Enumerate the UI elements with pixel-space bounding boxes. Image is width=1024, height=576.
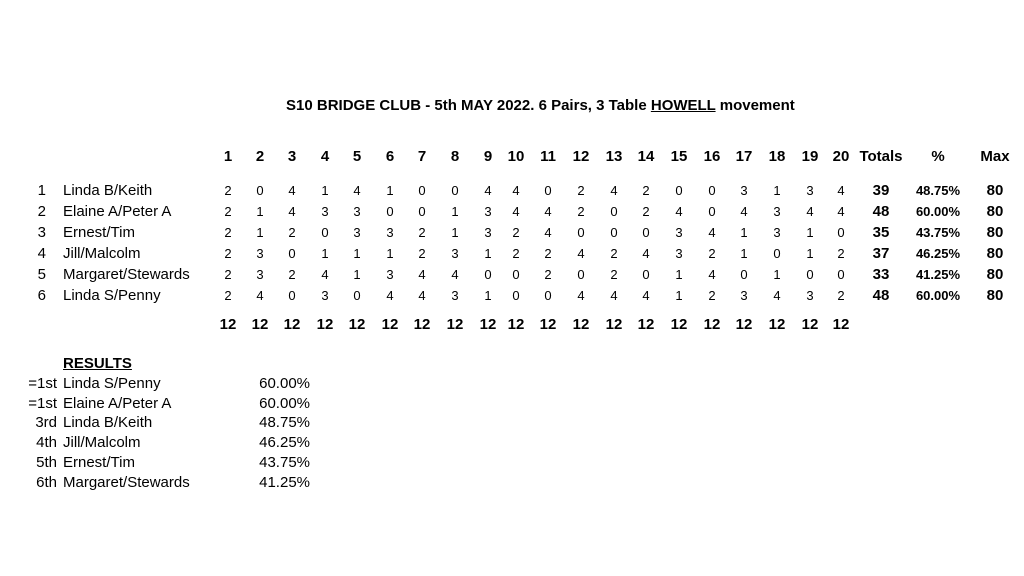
board-total: 12 [637, 316, 655, 333]
score-cell: 0 [256, 183, 264, 198]
score-cell: 4 [577, 288, 585, 303]
score-cell: 4 [288, 204, 296, 219]
result-place: =1st [28, 375, 57, 392]
pair-max: 80 [986, 203, 1004, 220]
result-percent: 46.25% [259, 434, 310, 452]
score-cell: 2 [610, 267, 618, 282]
score-cell: 0 [386, 204, 394, 219]
score-cell: 2 [512, 225, 520, 240]
pair-percent: 46.25% [915, 246, 961, 261]
score-cell: 4 [773, 288, 781, 303]
score-cell: 4 [740, 204, 748, 219]
pair-name: Margaret/Stewards [63, 266, 190, 283]
board-header-17: 17 [735, 148, 753, 165]
score-cell: 3 [321, 288, 329, 303]
board-total: 12 [413, 316, 431, 333]
score-cell: 0 [806, 267, 814, 282]
score-cell: 1 [484, 288, 492, 303]
result-place: 4th [36, 434, 57, 452]
score-cell: 3 [386, 225, 394, 240]
score-cell: 0 [512, 267, 520, 282]
score-cell: 0 [837, 267, 845, 282]
score-cell: 0 [353, 288, 361, 303]
score-cell: 4 [610, 183, 618, 198]
result-percent: 48.75% [259, 414, 310, 432]
score-cell: 0 [577, 267, 585, 282]
score-cell: 3 [484, 225, 492, 240]
score-cell: 3 [773, 204, 781, 219]
board-header-1: 1 [223, 148, 233, 165]
score-cell: 1 [773, 267, 781, 282]
score-cell: 4 [484, 183, 492, 198]
score-cell: 0 [418, 204, 426, 219]
pair-total: 37 [872, 245, 890, 262]
score-cell: 4 [321, 267, 329, 282]
score-cell: 0 [642, 225, 650, 240]
results-heading: RESULTS [63, 355, 132, 372]
score-cell: 4 [806, 204, 814, 219]
max-header: Max [980, 148, 1010, 165]
title-suffix: movement [715, 97, 795, 114]
pair-percent: 60.00% [915, 288, 961, 303]
score-cell: 1 [740, 246, 748, 261]
board-header-9: 9 [483, 148, 493, 165]
score-cell: 0 [610, 204, 618, 219]
board-total: 12 [539, 316, 557, 333]
board-total: 12 [446, 316, 464, 333]
score-cell: 3 [451, 246, 459, 261]
board-total: 12 [832, 316, 850, 333]
pair-name: Ernest/Tim [63, 224, 135, 241]
pair-name: Linda S/Penny [63, 287, 161, 304]
score-cell: 4 [256, 288, 264, 303]
score-cell: 4 [288, 183, 296, 198]
score-cell: 1 [451, 225, 459, 240]
board-header-8: 8 [450, 148, 460, 165]
score-cell: 4 [544, 204, 552, 219]
result-percent: 43.75% [259, 453, 310, 471]
board-header-13: 13 [605, 148, 623, 165]
board-total: 12 [507, 316, 525, 333]
board-total: 12 [251, 316, 269, 333]
board-total: 12 [283, 316, 301, 333]
score-cell: 2 [224, 288, 232, 303]
title-prefix: S10 BRIDGE CLUB - 5th MAY 2022. 6 Pairs, 3 Table [286, 97, 651, 114]
score-cell: 1 [675, 267, 683, 282]
result-percent: 41.25% [259, 473, 310, 491]
score-cell: 2 [224, 267, 232, 282]
board-header-20: 20 [832, 148, 850, 165]
pair-total: 35 [872, 224, 890, 241]
board-header-4: 4 [320, 148, 330, 165]
result-name: Jill/Malcolm [63, 434, 141, 452]
score-cell: 0 [484, 267, 492, 282]
pair-number: 3 [37, 224, 46, 241]
board-header-7: 7 [417, 148, 427, 165]
board-total: 12 [670, 316, 688, 333]
score-cell: 4 [451, 267, 459, 282]
page-title [286, 97, 795, 114]
score-cell: 1 [353, 246, 361, 261]
score-cell: 4 [353, 183, 361, 198]
score-cell: 4 [386, 288, 394, 303]
score-cell: 0 [512, 288, 520, 303]
board-header-18: 18 [768, 148, 786, 165]
pair-total: 48 [872, 203, 890, 220]
score-cell: 2 [610, 246, 618, 261]
pair-name: Linda B/Keith [63, 182, 153, 199]
score-cell: 3 [321, 204, 329, 219]
score-cell: 3 [806, 288, 814, 303]
pair-max: 80 [986, 266, 1004, 283]
score-cell: 0 [288, 246, 296, 261]
pair-max: 80 [986, 287, 1004, 304]
board-header-10: 10 [507, 148, 525, 165]
score-cell: 3 [386, 267, 394, 282]
score-cell: 1 [386, 246, 394, 261]
totals-header: Totals [859, 148, 903, 165]
score-cell: 2 [512, 246, 520, 261]
score-cell: 3 [451, 288, 459, 303]
score-cell: 4 [610, 288, 618, 303]
board-total: 12 [605, 316, 623, 333]
score-cell: 0 [773, 246, 781, 261]
result-place: 5th [36, 453, 57, 471]
score-cell: 4 [708, 267, 716, 282]
score-cell: 4 [544, 225, 552, 240]
score-cell: 4 [418, 267, 426, 282]
pair-total: 39 [872, 182, 890, 199]
board-header-5: 5 [352, 148, 362, 165]
score-cell: 1 [256, 225, 264, 240]
score-cell: 2 [544, 267, 552, 282]
pair-percent: 41.25% [915, 267, 961, 282]
score-cell: 3 [256, 246, 264, 261]
pair-number: 5 [37, 266, 46, 283]
pair-number: 4 [37, 245, 46, 262]
score-cell: 2 [708, 246, 716, 261]
result-percent: 60.00% [259, 375, 310, 392]
pair-percent: 48.75% [915, 183, 961, 198]
board-total: 12 [735, 316, 753, 333]
score-cell: 0 [740, 267, 748, 282]
score-cell: 4 [675, 204, 683, 219]
board-total: 12 [768, 316, 786, 333]
score-cell: 0 [837, 225, 845, 240]
pair-max: 80 [986, 245, 1004, 262]
score-cell: 2 [708, 288, 716, 303]
percent-header: % [931, 148, 945, 165]
score-cell: 2 [418, 225, 426, 240]
score-cell: 0 [675, 183, 683, 198]
pair-name: Jill/Malcolm [63, 245, 141, 262]
score-cell: 4 [837, 183, 845, 198]
score-cell: 2 [224, 183, 232, 198]
score-cell: 3 [675, 225, 683, 240]
score-cell: 0 [708, 183, 716, 198]
score-cell: 3 [773, 225, 781, 240]
score-cell: 3 [353, 225, 361, 240]
result-name: Elaine A/Peter A [63, 394, 172, 412]
score-cell: 4 [577, 246, 585, 261]
score-cell: 1 [484, 246, 492, 261]
score-cell: 3 [484, 204, 492, 219]
score-cell: 2 [418, 246, 426, 261]
score-cell: 4 [418, 288, 426, 303]
result-name: Margaret/Stewards [63, 473, 190, 491]
pair-number: 2 [37, 203, 46, 220]
score-cell: 0 [577, 225, 585, 240]
board-header-16: 16 [703, 148, 721, 165]
score-cell: 1 [806, 225, 814, 240]
board-total: 12 [348, 316, 366, 333]
board-header-19: 19 [801, 148, 819, 165]
score-cell: 1 [321, 246, 329, 261]
result-name: Ernest/Tim [63, 453, 135, 471]
score-cell: 2 [837, 288, 845, 303]
score-cell: 4 [642, 246, 650, 261]
score-cell: 0 [708, 204, 716, 219]
score-cell: 4 [642, 288, 650, 303]
score-cell: 1 [675, 288, 683, 303]
score-cell: 2 [577, 183, 585, 198]
score-cell: 3 [740, 183, 748, 198]
score-cell: 0 [321, 225, 329, 240]
board-total: 12 [801, 316, 819, 333]
score-cell: 3 [675, 246, 683, 261]
score-cell: 4 [837, 204, 845, 219]
pair-total: 48 [872, 287, 890, 304]
score-cell: 0 [544, 183, 552, 198]
score-cell: 4 [708, 225, 716, 240]
result-name: Linda S/Penny [63, 375, 161, 392]
pair-max: 80 [986, 182, 1004, 199]
board-total: 12 [316, 316, 334, 333]
pair-name: Elaine A/Peter A [63, 203, 172, 220]
result-name: Linda B/Keith [63, 414, 153, 432]
score-cell: 2 [288, 267, 296, 282]
board-header-2: 2 [255, 148, 265, 165]
pair-percent: 60.00% [915, 204, 961, 219]
score-cell: 4 [512, 183, 520, 198]
board-header-11: 11 [540, 148, 556, 165]
score-cell: 0 [610, 225, 618, 240]
score-cell: 2 [642, 204, 650, 219]
score-cell: 1 [386, 183, 394, 198]
score-cell: 2 [642, 183, 650, 198]
score-cell: 2 [224, 225, 232, 240]
score-cell: 1 [451, 204, 459, 219]
board-total: 12 [219, 316, 237, 333]
score-cell: 4 [512, 204, 520, 219]
pair-total: 33 [872, 266, 890, 283]
board-header-3: 3 [287, 148, 297, 165]
score-cell: 2 [837, 246, 845, 261]
score-cell: 1 [740, 225, 748, 240]
score-cell: 2 [224, 204, 232, 219]
board-header-14: 14 [637, 148, 655, 165]
title-underlined: HOWELL [650, 97, 716, 114]
result-place: 3rd [35, 414, 57, 432]
result-place: =1st [28, 394, 57, 412]
score-cell: 0 [642, 267, 650, 282]
score-cell: 0 [418, 183, 426, 198]
score-cell: 2 [224, 246, 232, 261]
score-cell: 2 [544, 246, 552, 261]
score-cell: 1 [773, 183, 781, 198]
pair-max: 80 [986, 224, 1004, 241]
score-cell: 0 [544, 288, 552, 303]
result-percent: 60.00% [259, 394, 310, 412]
score-cell: 2 [288, 225, 296, 240]
score-cell: 3 [353, 204, 361, 219]
score-cell: 2 [577, 204, 585, 219]
score-cell: 3 [740, 288, 748, 303]
score-cell: 1 [256, 204, 264, 219]
board-total: 12 [703, 316, 721, 333]
score-cell: 3 [806, 183, 814, 198]
score-cell: 3 [256, 267, 264, 282]
board-total: 12 [479, 316, 497, 333]
score-cell: 1 [806, 246, 814, 261]
pair-number: 1 [37, 182, 46, 199]
board-total: 12 [381, 316, 399, 333]
board-total: 12 [572, 316, 590, 333]
board-header-12: 12 [572, 148, 590, 165]
score-cell: 0 [451, 183, 459, 198]
board-header-6: 6 [385, 148, 395, 165]
pair-percent: 43.75% [915, 225, 961, 240]
score-cell: 0 [288, 288, 296, 303]
pair-number: 6 [37, 287, 46, 304]
board-header-15: 15 [670, 148, 688, 165]
result-place: 6th [36, 473, 57, 491]
score-cell: 1 [321, 183, 329, 198]
score-cell: 1 [353, 267, 361, 282]
